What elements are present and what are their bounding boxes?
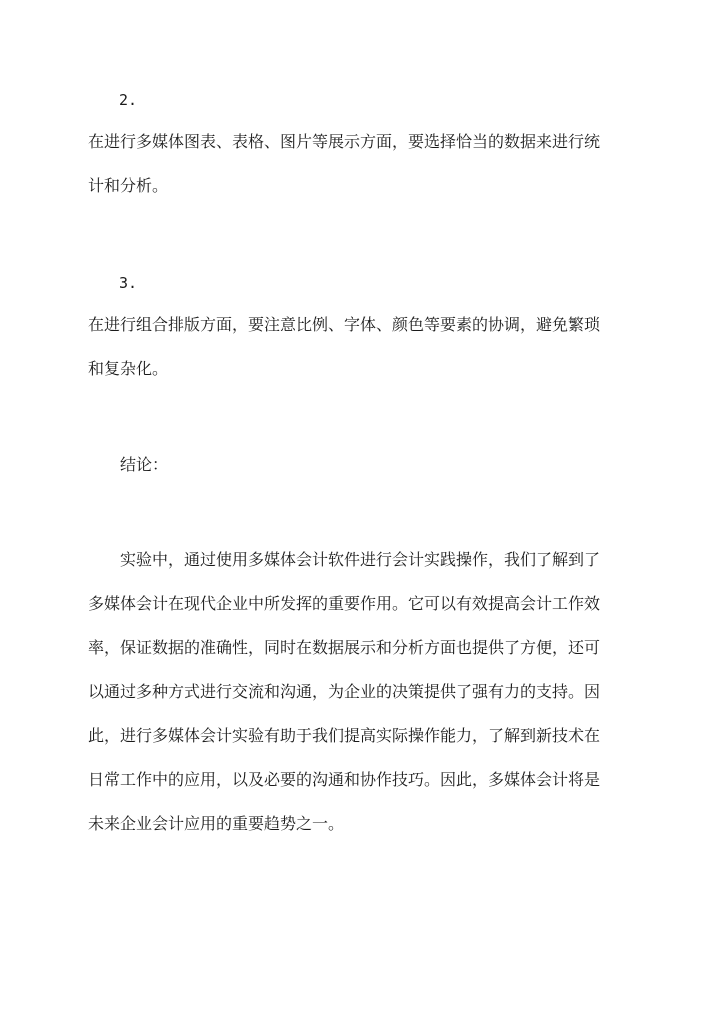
conclusion-line-6: 日常工作中的应用，以及必要的沟通和协作技巧。因此，多媒体会计将是 [88, 770, 601, 789]
item-2-line-1: 在进行多媒体图表、表格、图片等展示方面，要选择恰当的数据来进行统 [88, 132, 601, 151]
conclusion-line-7: 未来企业会计应用的重要趋势之一。 [88, 814, 345, 833]
item-number-3: 3. [119, 274, 138, 292]
item-2-line-2: 计和分析。 [88, 176, 169, 195]
conclusion-line-1: 实验中，通过使用多媒体会计软件进行会计实践操作，我们了解到了 [120, 550, 601, 569]
item-3-line-2: 和复杂化。 [88, 359, 169, 378]
item-number-2: 2. [119, 91, 138, 109]
item-3-line-1: 在进行组合排版方面，要注意比例、字体、颜色等要素的协调，避免繁琐 [88, 315, 601, 334]
conclusion-line-4: 以通过多种方式进行交流和沟通，为企业的决策提供了强有力的支持。因 [88, 682, 601, 701]
conclusion-line-3: 率，保证数据的准确性，同时在数据展示和分析方面也提供了方便，还可 [88, 638, 601, 657]
conclusion-heading: 结论： [120, 455, 169, 474]
conclusion-line-5: 此，进行多媒体会计实验有助于我们提高实际操作能力，了解到新技术在 [88, 726, 601, 745]
conclusion-line-2: 多媒体会计在现代企业中所发挥的重要作用。它可以有效提高会计工作效 [88, 594, 601, 613]
